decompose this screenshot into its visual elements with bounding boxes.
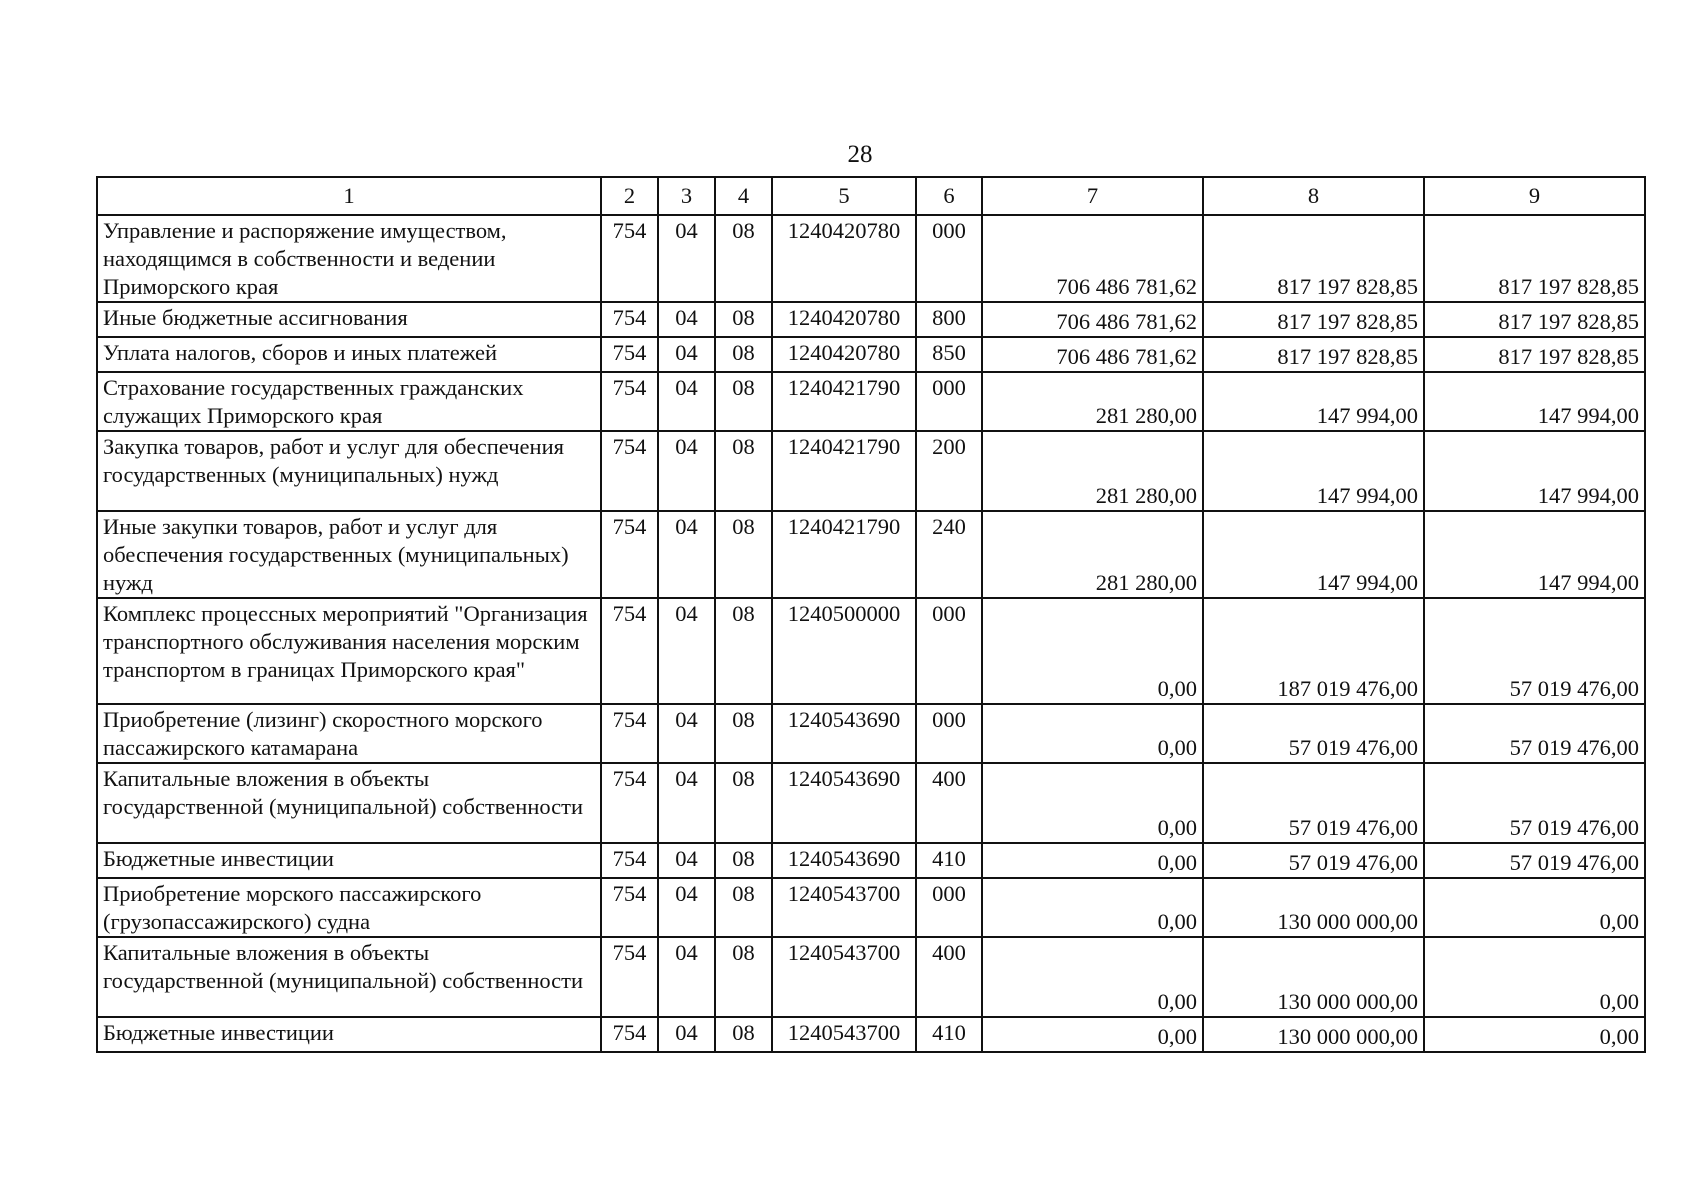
code-cell: 1240543690 — [772, 704, 916, 763]
amount-cell: 147 994,00 — [1424, 511, 1645, 598]
amount-cell: 130 000 000,00 — [1203, 878, 1424, 937]
code-cell: 1240543690 — [772, 843, 916, 878]
code-cell: 04 — [658, 843, 715, 878]
amount-cell: 817 197 828,85 — [1203, 302, 1424, 337]
code-cell: 08 — [715, 337, 772, 372]
code-cell: 754 — [601, 215, 658, 302]
row-name-cell: Капитальные вложения в объекты государственной (муниципальной) собственности — [97, 763, 601, 843]
row-name-cell: Комплекс процессных мероприятий "Организация транспортного обслуживания населения морским транспортом в границах Приморского края" — [97, 598, 601, 704]
amount-cell: 57 019 476,00 — [1424, 704, 1645, 763]
code-cell: 04 — [658, 937, 715, 1017]
code-cell: 754 — [601, 1017, 658, 1052]
amount-cell: 147 994,00 — [1203, 431, 1424, 511]
amount-cell: 57 019 476,00 — [1203, 843, 1424, 878]
code-cell: 000 — [916, 598, 982, 704]
code-cell: 754 — [601, 598, 658, 704]
amount-cell: 0,00 — [982, 878, 1203, 937]
amount-cell: 817 197 828,85 — [1203, 337, 1424, 372]
amount-cell: 817 197 828,85 — [1424, 302, 1645, 337]
code-cell: 08 — [715, 372, 772, 431]
code-cell: 410 — [916, 843, 982, 878]
amount-cell: 281 280,00 — [982, 372, 1203, 431]
amount-cell: 57 019 476,00 — [1424, 763, 1645, 843]
code-cell: 754 — [601, 372, 658, 431]
amount-cell: 0,00 — [982, 704, 1203, 763]
row-name-cell: Уплата налогов, сборов и иных платежей — [97, 337, 601, 372]
code-cell: 754 — [601, 704, 658, 763]
amount-cell: 281 280,00 — [982, 511, 1203, 598]
row-name-cell: Страхование государственных гражданских служащих Приморского края — [97, 372, 601, 431]
code-cell: 04 — [658, 337, 715, 372]
code-cell: 04 — [658, 763, 715, 843]
amount-cell: 0,00 — [1424, 1017, 1645, 1052]
page-number: 28 — [847, 141, 873, 168]
code-cell: 04 — [658, 431, 715, 511]
code-cell: 000 — [916, 372, 982, 431]
amount-cell: 147 994,00 — [1203, 511, 1424, 598]
code-cell: 1240543690 — [772, 763, 916, 843]
row-name-cell: Бюджетные инвестиции — [97, 843, 601, 878]
code-cell: 04 — [658, 215, 715, 302]
amount-cell: 0,00 — [982, 763, 1203, 843]
code-cell: 08 — [715, 937, 772, 1017]
code-cell: 850 — [916, 337, 982, 372]
code-cell: 04 — [658, 372, 715, 431]
code-cell: 04 — [658, 598, 715, 704]
amount-cell: 706 486 781,62 — [982, 337, 1203, 372]
amount-cell: 147 994,00 — [1203, 372, 1424, 431]
table-row — [97, 937, 1645, 1017]
amount-cell: 817 197 828,85 — [1424, 337, 1645, 372]
code-cell: 08 — [715, 511, 772, 598]
code-cell: 1240543700 — [772, 878, 916, 937]
table-header-row — [97, 177, 1645, 215]
code-cell: 08 — [715, 215, 772, 302]
table-row — [97, 878, 1645, 937]
code-cell: 04 — [658, 511, 715, 598]
code-cell: 754 — [601, 878, 658, 937]
amount-cell: 817 197 828,85 — [1203, 215, 1424, 302]
amount-cell: 57 019 476,00 — [1203, 704, 1424, 763]
amount-cell: 57 019 476,00 — [1424, 598, 1645, 704]
code-cell: 08 — [715, 704, 772, 763]
header-cell: 5 — [772, 177, 916, 215]
code-cell: 04 — [658, 302, 715, 337]
code-cell: 08 — [715, 763, 772, 843]
table-row — [97, 302, 1645, 337]
table-row — [97, 337, 1645, 372]
code-cell: 240 — [916, 511, 982, 598]
code-cell: 754 — [601, 302, 658, 337]
table-row — [97, 1017, 1645, 1052]
code-cell: 08 — [715, 598, 772, 704]
amount-cell: 0,00 — [982, 843, 1203, 878]
amount-cell: 130 000 000,00 — [1203, 937, 1424, 1017]
code-cell: 08 — [715, 302, 772, 337]
header-cell: 1 — [97, 177, 601, 215]
header-cell: 7 — [982, 177, 1203, 215]
table-row — [97, 372, 1645, 431]
amount-cell: 147 994,00 — [1424, 372, 1645, 431]
amount-cell: 57 019 476,00 — [1203, 763, 1424, 843]
code-cell: 1240420780 — [772, 302, 916, 337]
row-name-cell: Закупка товаров, работ и услуг для обеспечения государственных (муниципальных) нужд — [97, 431, 601, 511]
table-row — [97, 843, 1645, 878]
header-cell: 6 — [916, 177, 982, 215]
header-cell: 3 — [658, 177, 715, 215]
code-cell: 08 — [715, 843, 772, 878]
code-cell: 754 — [601, 431, 658, 511]
code-cell: 1240421790 — [772, 431, 916, 511]
code-cell: 08 — [715, 431, 772, 511]
code-cell: 000 — [916, 704, 982, 763]
table-row — [97, 215, 1645, 302]
code-cell: 1240420780 — [772, 337, 916, 372]
code-cell: 754 — [601, 763, 658, 843]
code-cell: 1240421790 — [772, 511, 916, 598]
code-cell: 1240420780 — [772, 215, 916, 302]
row-name-cell: Приобретение морского пассажирского (грузопассажирского) судна — [97, 878, 601, 937]
code-cell: 800 — [916, 302, 982, 337]
code-cell: 400 — [916, 937, 982, 1017]
code-cell: 754 — [601, 843, 658, 878]
amount-cell: 706 486 781,62 — [982, 302, 1203, 337]
amount-cell: 281 280,00 — [982, 431, 1203, 511]
header-cell: 9 — [1424, 177, 1645, 215]
amount-cell: 0,00 — [1424, 937, 1645, 1017]
code-cell: 1240543700 — [772, 1017, 916, 1052]
code-cell: 04 — [658, 704, 715, 763]
table-row — [97, 511, 1645, 598]
code-cell: 400 — [916, 763, 982, 843]
amount-cell: 0,00 — [982, 1017, 1203, 1052]
header-cell: 4 — [715, 177, 772, 215]
table-row — [97, 598, 1645, 704]
row-name-cell: Управление и распоряжение имуществом, находящимся в собственности и ведении Приморского края — [97, 215, 601, 302]
code-cell: 08 — [715, 1017, 772, 1052]
row-name-cell: Иные бюджетные ассигнования — [97, 302, 601, 337]
row-name-cell: Приобретение (лизинг) скоростного морского пассажирского катамарана — [97, 704, 601, 763]
code-cell: 08 — [715, 878, 772, 937]
code-cell: 1240543700 — [772, 937, 916, 1017]
amount-cell: 706 486 781,62 — [982, 215, 1203, 302]
code-cell: 000 — [916, 215, 982, 302]
table-row — [97, 704, 1645, 763]
code-cell: 1240421790 — [772, 372, 916, 431]
amount-cell: 130 000 000,00 — [1203, 1017, 1424, 1052]
code-cell: 200 — [916, 431, 982, 511]
code-cell: 1240500000 — [772, 598, 916, 704]
amount-cell: 0,00 — [982, 598, 1203, 704]
row-name-cell: Иные закупки товаров, работ и услуг для обеспечения государственных (муниципальных) нужд — [97, 511, 601, 598]
row-name-cell: Капитальные вложения в объекты государственной (муниципальной) собственности — [97, 937, 601, 1017]
row-name-cell: Бюджетные инвестиции — [97, 1017, 601, 1052]
amount-cell: 817 197 828,85 — [1424, 215, 1645, 302]
amount-cell: 0,00 — [982, 937, 1203, 1017]
budget-table — [96, 176, 1646, 1053]
code-cell: 04 — [658, 878, 715, 937]
amount-cell: 147 994,00 — [1424, 431, 1645, 511]
code-cell: 754 — [601, 337, 658, 372]
code-cell: 754 — [601, 937, 658, 1017]
table-row — [97, 431, 1645, 511]
code-cell: 754 — [601, 511, 658, 598]
code-cell: 04 — [658, 1017, 715, 1052]
header-cell: 8 — [1203, 177, 1424, 215]
amount-cell: 187 019 476,00 — [1203, 598, 1424, 704]
header-cell: 2 — [601, 177, 658, 215]
amount-cell: 57 019 476,00 — [1424, 843, 1645, 878]
code-cell: 000 — [916, 878, 982, 937]
amount-cell: 0,00 — [1424, 878, 1645, 937]
table-row — [97, 763, 1645, 843]
code-cell: 410 — [916, 1017, 982, 1052]
